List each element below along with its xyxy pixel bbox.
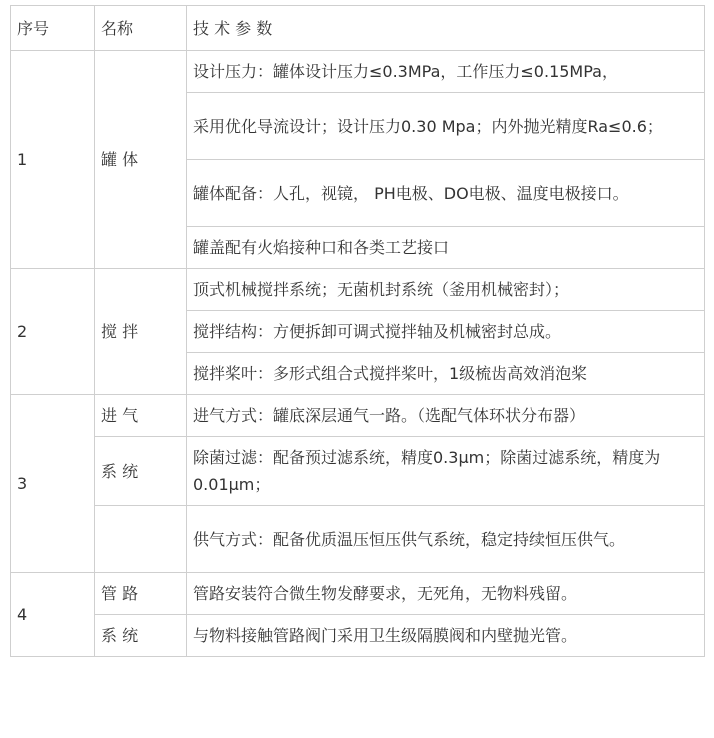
group-3-name-mid: 系 统 — [95, 437, 187, 506]
group-4-param-2: 与物料接触管路阀门采用卫生级隔膜阀和内壁抛光管。 — [187, 615, 705, 657]
group-3-name-top: 进 气 — [95, 395, 187, 437]
group-3-param-2: 除菌过滤：配备预过滤系统，精度0.3μm；除菌过滤系统，精度为0.01μm； — [187, 437, 705, 506]
table-row — [11, 573, 705, 615]
table-row — [11, 615, 705, 657]
group-2-name: 搅 拌 — [95, 269, 187, 395]
header-params: 技 术 参 数 — [187, 6, 705, 51]
group-2-param-1: 顶式机械搅拌系统；无菌机封系统（釜用机械密封）； — [187, 269, 705, 311]
group-4-name-bottom: 系 统 — [95, 615, 187, 657]
group-3-param-3: 供气方式：配备优质温压恒压供气系统，稳定持续恒压供气。 — [187, 506, 705, 573]
group-4-param-1: 管路安装符合微生物发酵要求，无死角，无物料残留。 — [187, 573, 705, 615]
group-3-param-1: 进气方式：罐底深层通气一路。（选配气体环状分布器） — [187, 395, 705, 437]
table-row — [11, 395, 705, 437]
group-2-param-3: 搅拌桨叶：多形式组合式搅拌桨叶，1级梳齿高效消泡桨 — [187, 353, 705, 395]
spec-table — [10, 5, 705, 657]
header-index: 序号 — [11, 6, 95, 51]
table-row — [11, 506, 705, 573]
header-row — [11, 6, 705, 51]
table-row — [11, 437, 705, 506]
group-4-name-top: 管 路 — [95, 573, 187, 615]
group-2-param-2: 搅拌结构：方便拆卸可调式搅拌轴及机械密封总成。 — [187, 311, 705, 353]
group-1-param-4: 罐盖配有火焰接种口和各类工艺接口 — [187, 227, 705, 269]
group-1-index: 1 — [11, 51, 95, 269]
group-3-name-empty — [95, 506, 187, 573]
group-1-param-1: 设计压力：罐体设计压力≤0.3MPa，工作压力≤0.15MPa， — [187, 51, 705, 93]
group-3-index: 3 — [11, 395, 95, 573]
group-4-index: 4 — [11, 573, 95, 657]
table-row — [11, 51, 705, 93]
group-1-param-3: 罐体配备：人孔，视镜， PH电极、DO电极、温度电极接口。 — [187, 160, 705, 227]
header-name: 名称 — [95, 6, 187, 51]
table-row — [11, 269, 705, 311]
group-1-name: 罐 体 — [95, 51, 187, 269]
group-1-param-2: 采用优化导流设计；设计压力0.30 Mpa；内外抛光精度Ra≤0.6； — [187, 93, 705, 160]
group-2-index: 2 — [11, 269, 95, 395]
